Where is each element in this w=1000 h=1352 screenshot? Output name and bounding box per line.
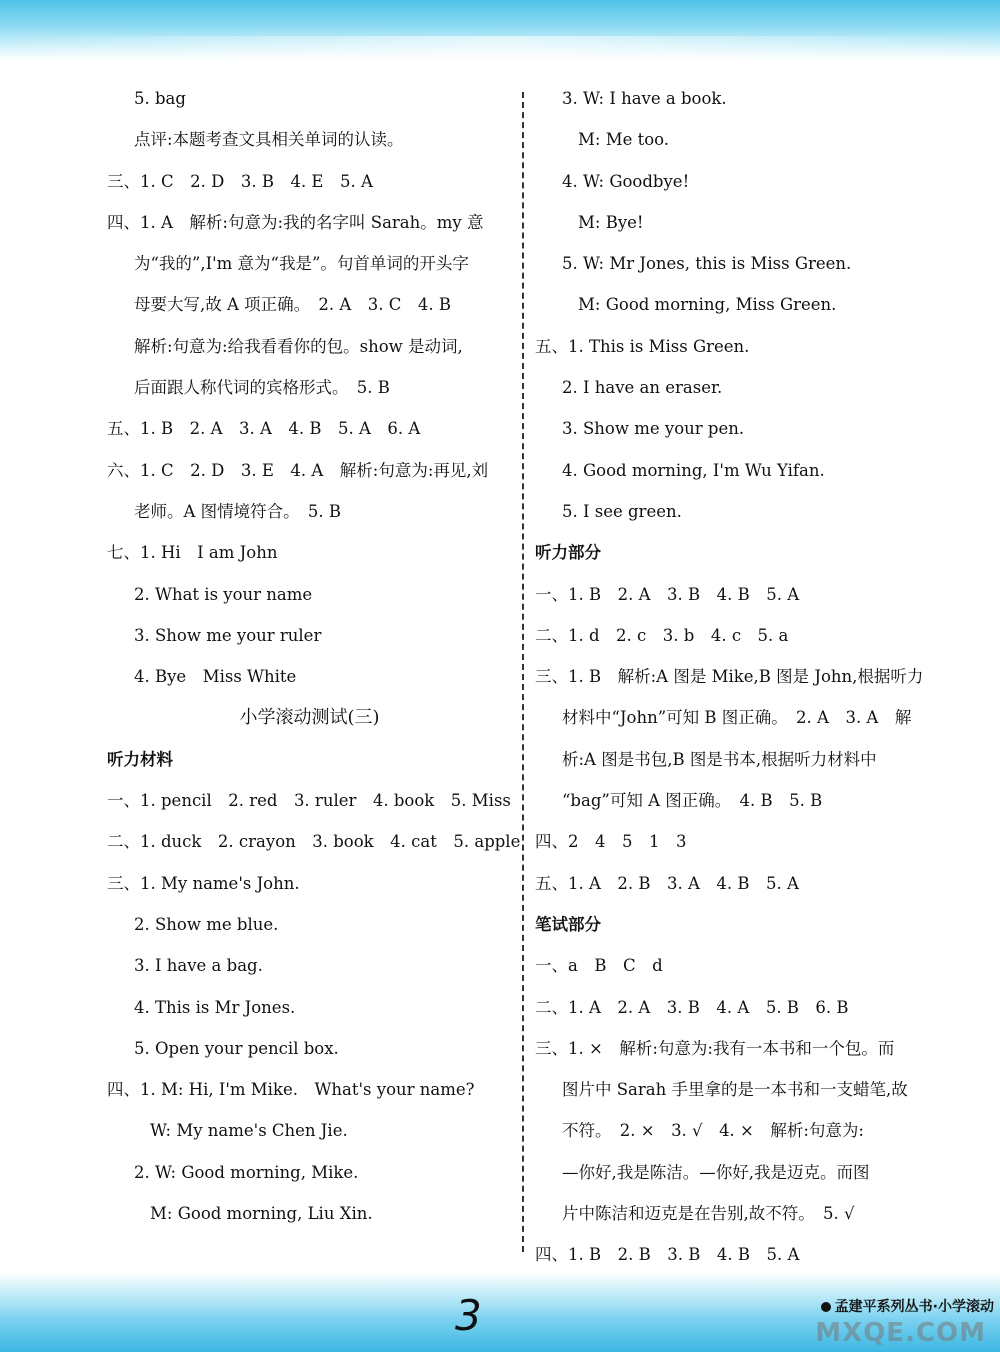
- right-text-line: 析:A 图是书包,B 图是书本,根据听力材料中: [562, 749, 877, 769]
- left-column: [107, 78, 521, 1234]
- right-text-line: M: Good morning, Miss Green.: [578, 295, 837, 315]
- right-text-line: 一、1. B 2. A 3. B 4. B 5. A: [535, 584, 800, 604]
- left-text-line: 五、1. B 2. A 3. A 4. B 5. A 6. A: [107, 419, 421, 439]
- right-text-line: “bag”可知 A 图正确。 4. B 5. B: [562, 791, 823, 811]
- left-text-line: 老师。A 图情境符合。 5. B: [134, 501, 342, 521]
- left-text-line: 四、1. M: Hi, I'm Mike. What's your name?: [107, 1080, 475, 1100]
- right-text-line: 五、1. This is Miss Green.: [535, 336, 750, 356]
- watermark: MXQE.COM: [815, 1318, 986, 1348]
- right-text-line: M: Me too.: [578, 130, 670, 150]
- left-text-line: 三、1. C 2. D 3. B 4. E 5. A: [107, 171, 373, 191]
- right-text-line: 4. W: Goodbye!: [562, 171, 690, 191]
- left-text-line: 二、1. duck 2. crayon 3. book 4. cat 5. apple: [107, 832, 521, 852]
- right-text-line: 一、a B C d: [535, 956, 663, 976]
- left-text-line: 点评:本题考查文具相关单词的认读。: [134, 130, 404, 150]
- left-text-line: 3. Show me your ruler: [134, 625, 322, 645]
- left-text-line: 母要大写,故 A 项正确。 2. A 3. C 4. B: [134, 295, 452, 315]
- left-text-line: 2. What is your name: [134, 584, 313, 604]
- left-text-line: M: Good morning, Liu Xin.: [150, 1204, 373, 1224]
- left-text-line: W: My name's Chen Jie.: [150, 1121, 348, 1141]
- right-text-line: 笔试部分: [535, 914, 601, 934]
- right-text-line: 三、1. × 解析:句意为:我有一本书和一个包。而: [535, 1038, 895, 1058]
- right-text-line: 图片中 Sarah 手里拿的是一本书和一支蜡笔,故: [562, 1080, 908, 1100]
- left-text-line: 六、1. C 2. D 3. E 4. A 解析:句意为:再见,刘: [107, 460, 489, 480]
- series-brand: [821, 1296, 994, 1316]
- right-text-line: 三、1. B 解析:A 图是 Mike,B 图是 John,根据听力: [535, 667, 924, 687]
- series-brand-label: 孟建平系列丛书·小学滚动: [834, 1299, 994, 1315]
- left-text-line: 解析:句意为:给我看看你的包。show 是动词,: [134, 336, 463, 356]
- left-text-line: 4. Bye Miss White: [134, 667, 297, 687]
- left-text-line: 2. Show me blue.: [134, 914, 279, 934]
- right-text-line: 听力部分: [535, 543, 601, 563]
- right-text-line: 片中陈洁和迈克是在告别,故不符。 5. √: [562, 1204, 855, 1224]
- right-text-line: 五、1. A 2. B 3. A 4. B 5. A: [535, 873, 799, 893]
- left-text-line: 七、1. Hi I am John: [107, 543, 278, 563]
- left-text-line: 后面跟人称代词的宾格形式。 5. B: [134, 378, 390, 398]
- page-number: 3: [455, 1291, 482, 1340]
- right-text-line: 3. Show me your pen.: [562, 419, 745, 439]
- left-text-line: 为“我的”,I'm 意为“我是”。句首单词的开头字: [134, 254, 469, 274]
- right-text-line: 材料中“John”可知 B 图正确。 2. A 3. A 解: [562, 708, 912, 728]
- right-text-line: 四、1. B 2. B 3. B 4. B 5. A: [535, 1245, 800, 1265]
- left-text-line: 四、1. A 解析:句意为:我的名字叫 Sarah。my 意: [107, 212, 484, 232]
- left-text-line: 听力材料: [107, 749, 173, 769]
- left-text-line: 小学滚动测试(三): [239, 707, 380, 729]
- right-text-line: 四、2 4 5 1 3: [535, 832, 687, 852]
- right-text-line: —你好,我是陈洁。—你好,我是迈克。而图: [562, 1162, 870, 1182]
- right-text-line: 5. I see green.: [562, 501, 682, 521]
- left-text-line: 4. This is Mr Jones.: [134, 997, 296, 1017]
- left-text-line: 5. Open your pencil box.: [134, 1038, 339, 1058]
- top-decorative-band: [0, 0, 1000, 60]
- left-text-line: 三、1. My name's John.: [107, 873, 300, 893]
- left-text-line: 5. bag: [134, 89, 186, 108]
- right-text-line: 4. Good morning, I'm Wu Yifan.: [562, 460, 825, 480]
- right-text-line: 二、1. d 2. c 3. b 4. c 5. a: [535, 625, 789, 645]
- right-text-line: 3. W: I have a book.: [562, 89, 727, 108]
- column-divider: [522, 92, 524, 1252]
- right-column: [535, 78, 945, 1276]
- right-text-line: 二、1. A 2. A 3. B 4. A 5. B 6. B: [535, 997, 849, 1017]
- left-text-line: 3. I have a bag.: [134, 956, 263, 976]
- right-text-line: 不符。 2. × 3. √ 4. × 解析:句意为:: [562, 1121, 864, 1141]
- right-text-line: 2. I have an eraser.: [562, 378, 723, 398]
- bullet-dot-icon: [821, 1302, 831, 1312]
- right-text-line: M: Bye!: [578, 212, 644, 232]
- left-text-line: 一、1. pencil 2. red 3. ruler 4. book 5. Miss: [107, 791, 511, 811]
- right-text-line: 5. W: Mr Jones, this is Miss Green.: [562, 254, 852, 274]
- left-text-line: 2. W: Good morning, Mike.: [134, 1162, 359, 1182]
